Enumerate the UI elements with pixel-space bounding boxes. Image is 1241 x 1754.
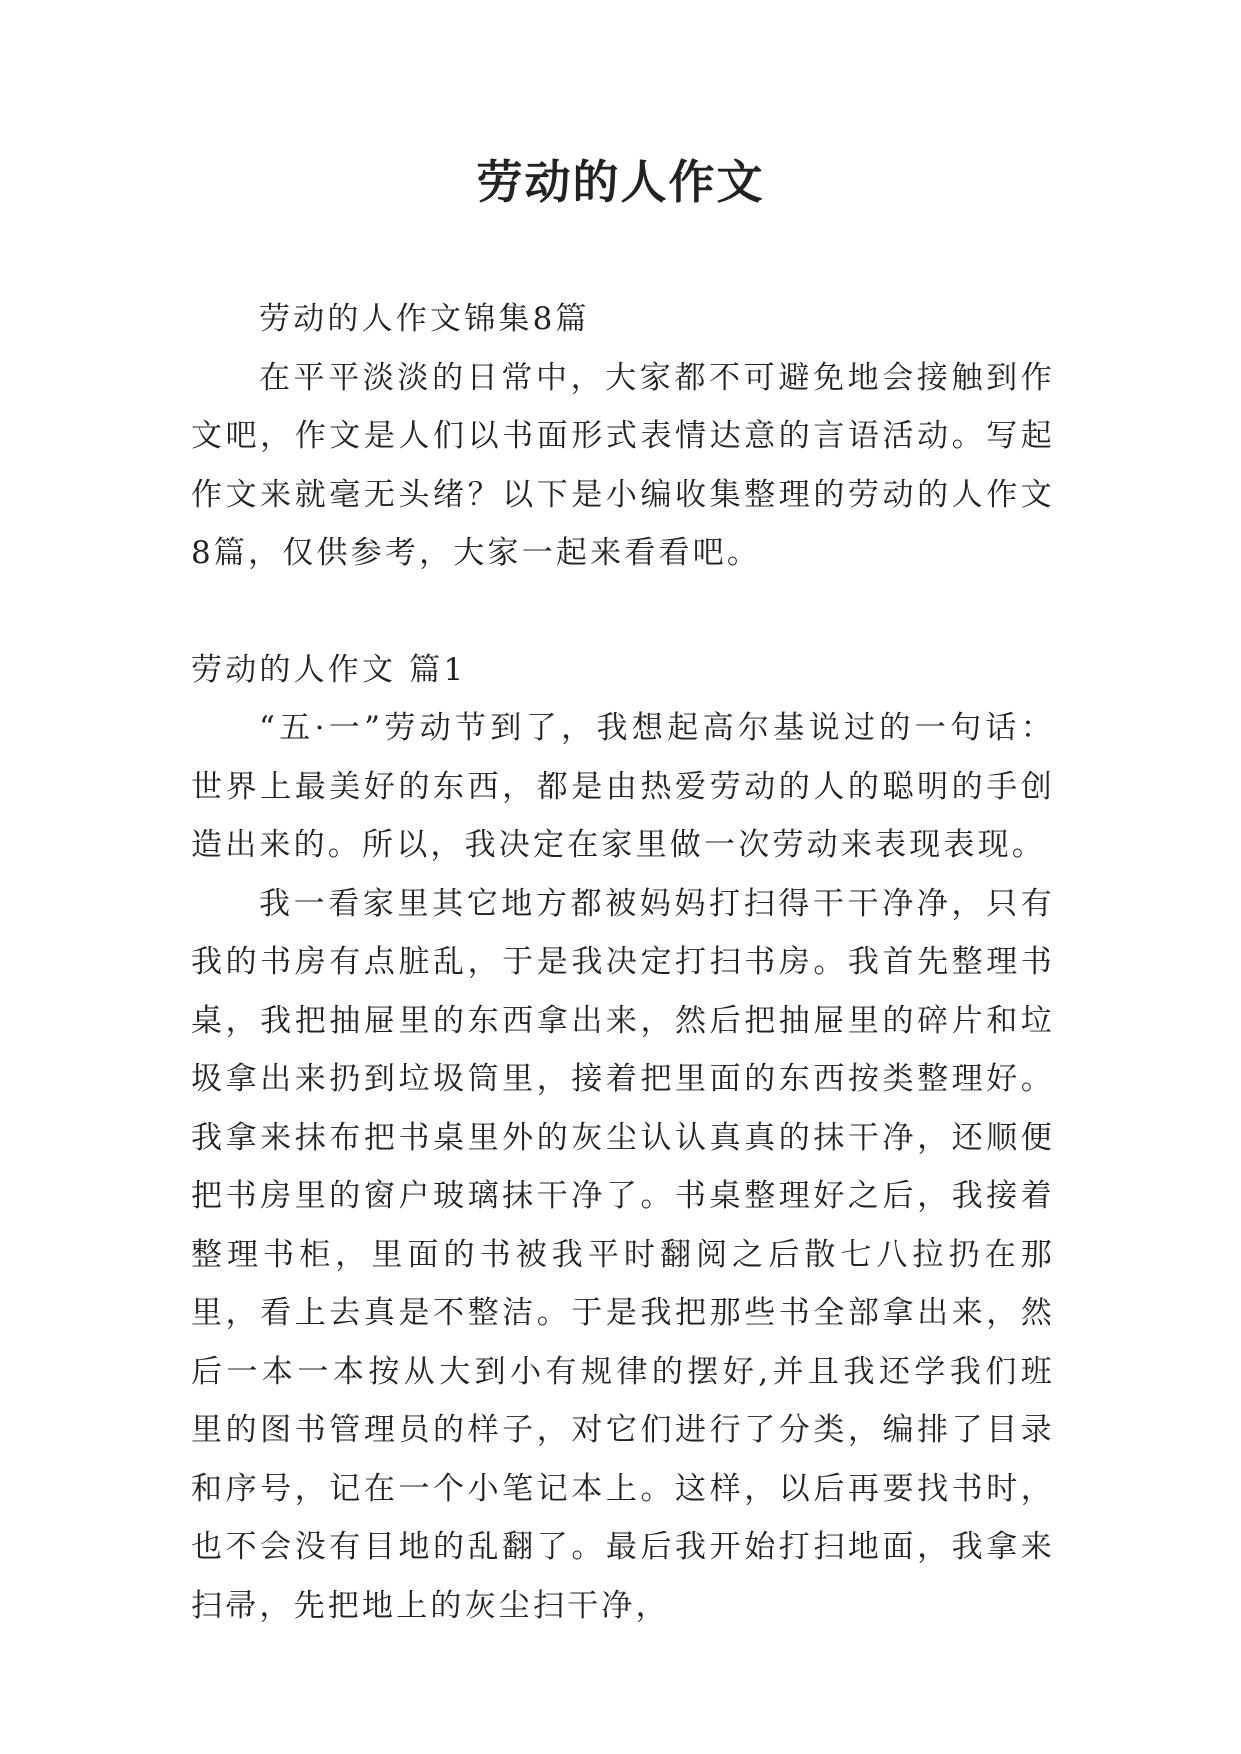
section-spacer xyxy=(191,583,1055,641)
document-body xyxy=(191,290,1055,1635)
intro-paragraph: 在平平淡淡的日常中，大家都不可避免地会接触到作文吧，作文是人们以书面形式表情达意的言语活动。写起作文来就毫无头绪？以下是小编收集整理的劳动的人作文8篇，仅供参考，大家一起来看看吧。 xyxy=(191,359,1055,571)
body-paragraph-1: “五·一”劳动节到了，我想起高尔基说过的一句话：世界上最美好的东西，都是由热爱劳动的人的聪明的手创造出来的。所以，我决定在家里做一次劳动来表现表现。 xyxy=(191,710,1055,863)
section-heading: 劳动的人作文 篇1 xyxy=(191,651,467,688)
document-title: 劳动的人作文 xyxy=(476,155,765,209)
document-subtitle: 劳动的人作文锦集8篇 xyxy=(259,301,590,337)
body-paragraph-2: 我一看家里其它地方都被妈妈打扫得干干净净，只有我的书房有点脏乱，于是我决定打扫书房。我首先整理书桌，我把抽屉里的东西拿出来，然后把抽屉里的碎片和垃圾拿出来扔到垃圾筒里，接着把里面的东西按类整理好。我拿来抹布把书桌里外的灰尘认认真真的抹干净，还顺便把书房里的窗户玻璃抹干净了。书桌整理好之后，我接着整理书柜，里面的书被我平时翻阅之后散七八拉扔在那里，看上去真是不整洁。于是我把那些书全部拿出来，然后一本一本按从大到小有规律的摆好,并且我还学我们班里的图书管理员的样子，对它们进行了分类，编排了目录和序号，记在一个小笔记本上。这样，以后再要找书时，也不会没有目地的乱翻了。最后我开始打扫地面，我拿来扫帚，先把地上的灰尘扫干净， xyxy=(191,885,1055,1624)
